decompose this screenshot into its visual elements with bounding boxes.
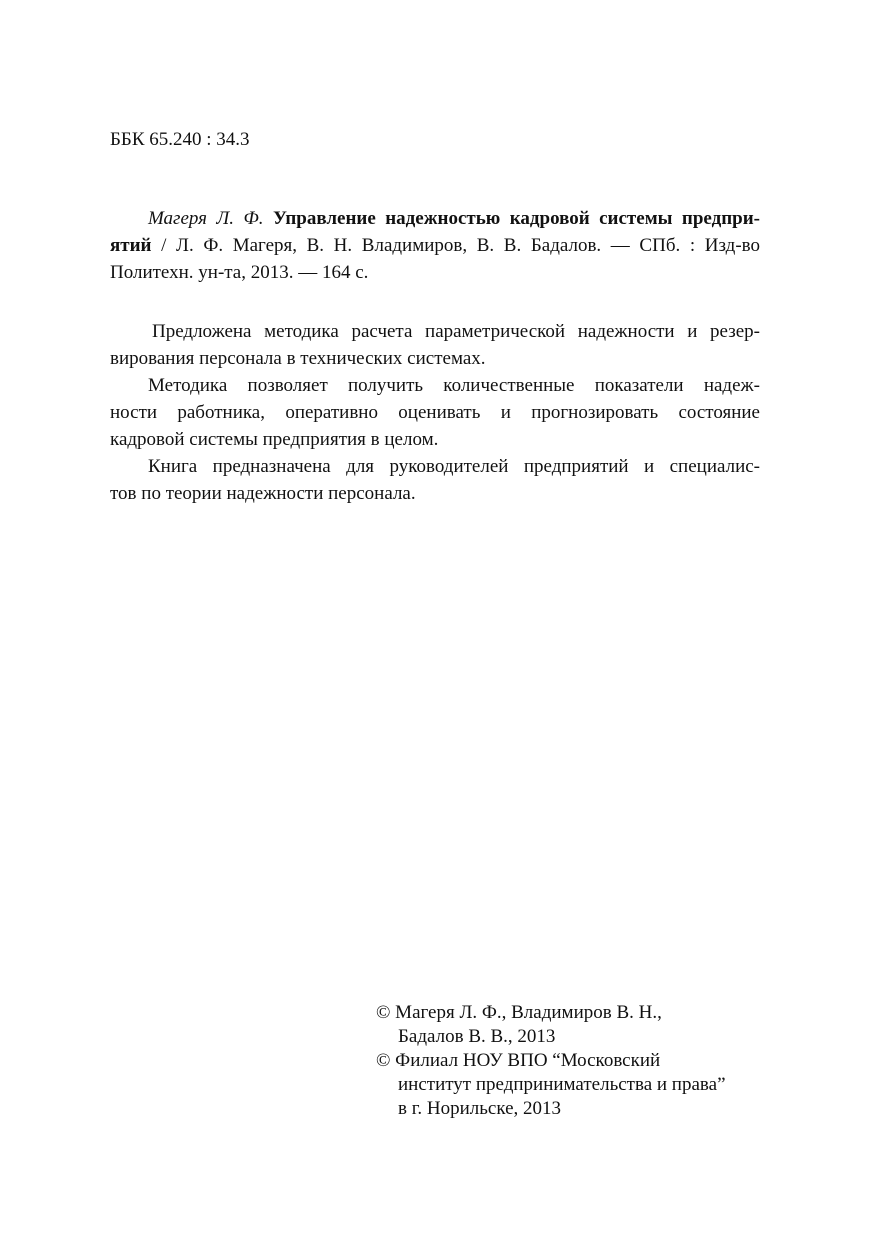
citation-title-part2: ятий: [110, 235, 152, 256]
abstract-p2-line3: кадровой системы предприятия в целом.: [110, 429, 439, 450]
abstract-p3-line2: тов по теории надежности персонала.: [110, 483, 416, 504]
citation-responsibility: / Л. Ф. Магеря, В. Н. Владимиров, В. В. Бадалов. — СПб. : Изд-во: [151, 235, 760, 256]
copyright-publisher-line3: в г. Норильске, 2013: [398, 1098, 562, 1119]
abstract-p1-line2: вирования персонала в технических системах.: [110, 348, 486, 369]
abstract-p1-line1: Предложена методика расчета параметрической надежности и резер-: [152, 321, 760, 342]
abstract-p2-line2: ности работника, оперативно оценивать и прогнозировать состояние: [110, 402, 760, 423]
abstract-p2-line1: Методика позволяет получить количественные показатели надеж-: [148, 375, 760, 396]
citation-line-3: Политехн. ун-та, 2013. — 164 с.: [110, 262, 369, 283]
copyright-authors-line2: Бадалов В. В., 2013: [398, 1026, 556, 1047]
citation-title-part1: Управление надежностью кадровой системы предпри-: [272, 208, 761, 229]
copyright-publisher-line2: институт предпринимательства и права”: [398, 1074, 726, 1095]
bbk-code: ББК 65.240 : 34.3: [110, 129, 250, 150]
citation-line-2: [110, 233, 760, 259]
citation-line-1: [148, 206, 760, 232]
copyright-publisher-line1: © Филиал НОУ ВПО “Московский: [376, 1050, 661, 1071]
citation-author: Магеря Л. Ф.: [148, 208, 264, 229]
copyright-authors-line1: © Магеря Л. Ф., Владимиров В. Н.,: [376, 1002, 662, 1023]
abstract-p3-line1: Книга предназначена для руководителей предприятий и специалис-: [148, 456, 760, 477]
